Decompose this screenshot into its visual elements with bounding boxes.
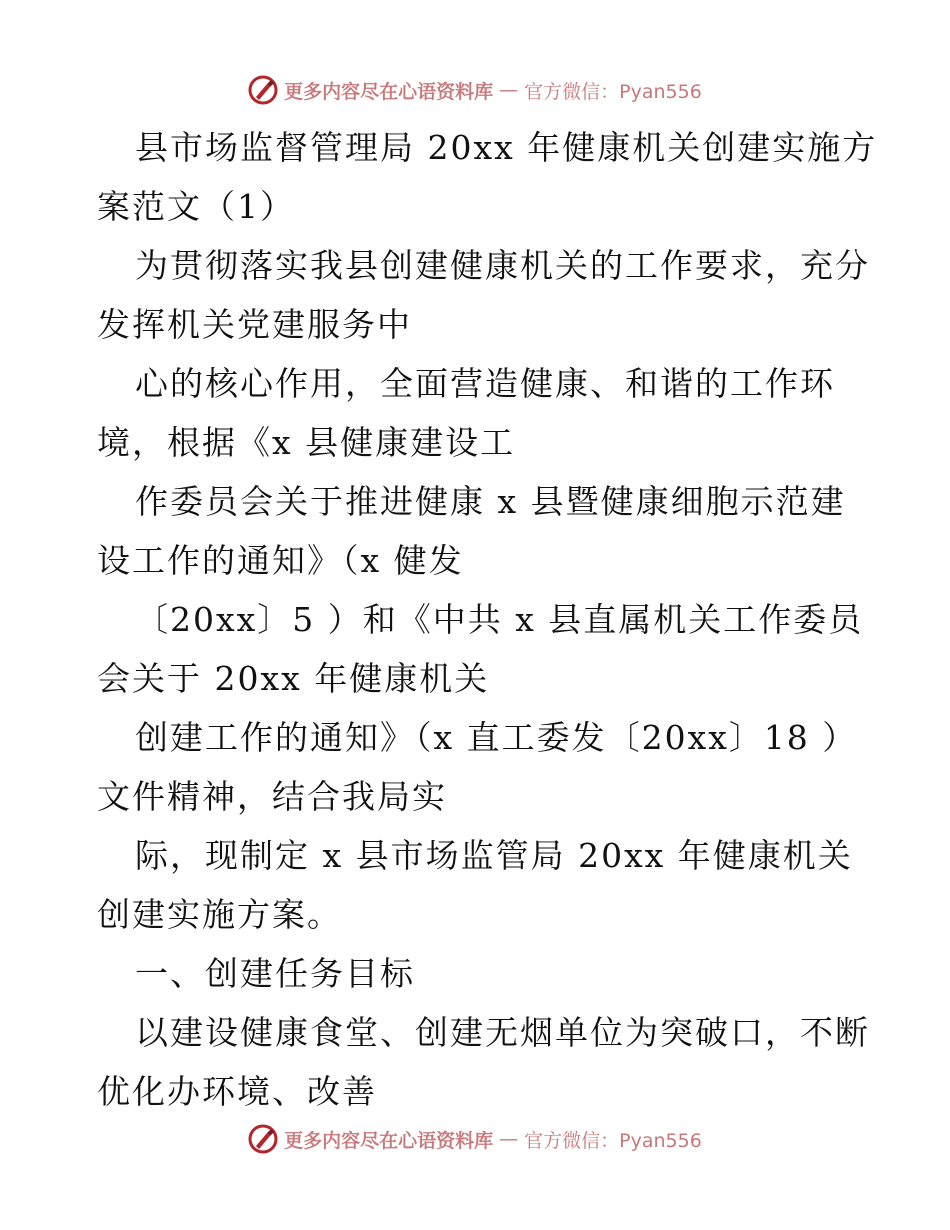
doc-paragraph-line: 文件精神，结合我局实 <box>97 777 447 816</box>
doc-paragraph-line: 设工作的通知》（x 健发 <box>97 541 464 580</box>
banner-main-text: 更多内容尽在心语资料库 <box>284 1129 494 1152</box>
doc-paragraph-line: 创建实施方案。 <box>97 895 342 934</box>
doc-section-heading: 一、创建任务目标 <box>135 954 415 993</box>
pen-logo-icon <box>248 1124 278 1154</box>
doc-paragraph-line: 会关于 20xx 年健康机关 <box>97 659 490 698</box>
banner-main-text: 更多内容尽在心语资料库 <box>284 80 494 103</box>
doc-paragraph-line: 创建工作的通知》（x 直工委发〔20xx〕18 ） <box>135 718 858 757</box>
header-watermark-banner <box>0 73 950 107</box>
banner-dash: — <box>499 79 519 101</box>
doc-paragraph-line: 〔20xx〕5 ）和《中共 x 县直属机关工作委员 <box>135 600 864 639</box>
banner-wechat-text: 官方微信：Pyan556 <box>524 1129 702 1152</box>
doc-paragraph-line: 境，根据《x 县健康建设工 <box>97 423 516 462</box>
doc-paragraph-line: 际，现制定 x 县市场监管局 20xx 年健康机关 <box>135 836 853 875</box>
doc-paragraph-line: 优化办环境、改善 <box>97 1072 377 1111</box>
doc-paragraph-line: 作委员会关于推进健康 x 县暨健康细胞示范建 <box>135 482 846 521</box>
document-body <box>97 118 878 1121</box>
doc-title-line-1: 县市场监督管理局 20xx 年健康机关创建实施方 <box>135 128 878 167</box>
pen-logo-icon <box>248 75 278 105</box>
doc-paragraph-line: 发挥机关党建服务中 <box>97 305 412 344</box>
footer-watermark-banner <box>0 1122 950 1156</box>
doc-paragraph-line: 以建设健康食堂、创建无烟单位为突破口，不断 <box>135 1013 870 1052</box>
doc-paragraph-line: 为贯彻落实我县创建健康机关的工作要求，充分 <box>135 246 870 285</box>
banner-dash: — <box>499 1128 519 1150</box>
banner-wechat-text: 官方微信：Pyan556 <box>524 80 702 103</box>
doc-title-line-2: 案范文（1） <box>97 187 295 226</box>
doc-paragraph-line: 心的核心作用，全面营造健康、和谐的工作环 <box>135 364 835 403</box>
